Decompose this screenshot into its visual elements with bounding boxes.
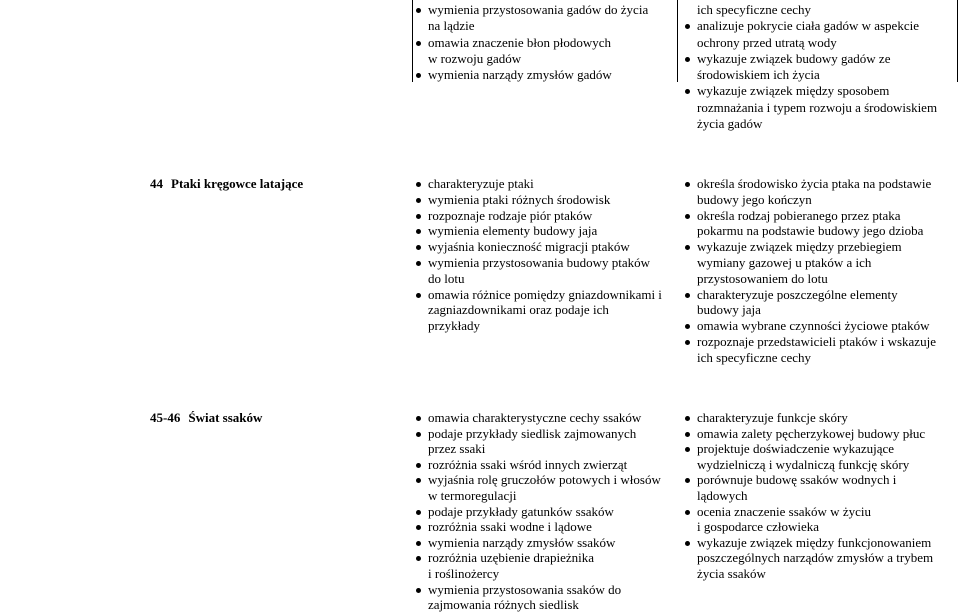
list-item <box>685 18 955 51</box>
list-item-text: określa środowisko życia ptaka na podstawie <box>697 176 932 191</box>
table-border-left-basic <box>412 0 413 82</box>
extended-requirements-cell <box>685 410 955 582</box>
list-item-text: charakteryzuje ptaki <box>428 176 534 191</box>
bullet-icon <box>685 340 690 345</box>
bullet-icon <box>416 8 421 13</box>
list-item-text: budowy jego kończyn <box>697 191 812 207</box>
lesson-number: 44 <box>150 176 163 191</box>
list-item <box>685 472 955 503</box>
bullet-icon <box>685 89 690 94</box>
list-item-text: rozpoznaje przedstawicieli ptaków i wskazuje <box>697 333 936 349</box>
bullet-icon <box>685 324 690 329</box>
list-item-text: wymienia narządy zmysłów gadów <box>428 67 612 83</box>
list-item-text: ich specyficzne cechy <box>697 2 812 17</box>
bullet-icon <box>416 556 421 561</box>
list-item <box>416 208 671 224</box>
list-item-text: podaje przykłady siedlisk zajmowanych <box>428 425 637 441</box>
list-item-text: zajmowania różnych siedlisk <box>428 597 579 613</box>
list-item-text: wykazuje związek między przebiegiem <box>697 239 902 255</box>
list-item <box>416 472 671 503</box>
list-item-text: omawia różnice pomiędzy gniazdownikami i <box>428 286 662 302</box>
list-item <box>416 426 671 457</box>
list-item <box>685 239 955 286</box>
bullet-icon <box>416 198 421 203</box>
table-border-right <box>957 0 958 82</box>
list-item-text: i gospodarce człowieka <box>697 519 820 535</box>
list-item <box>416 410 671 426</box>
bullet-icon <box>416 73 421 78</box>
list-item <box>685 441 955 472</box>
extended-requirements-cell <box>685 2 955 132</box>
bullet-icon <box>685 432 690 437</box>
list-item-text: rozróżnia ssaki wśród innych zwierząt <box>428 456 628 472</box>
basic-requirements-cell <box>416 2 671 83</box>
list-item <box>416 223 671 239</box>
list-item-text: życia gadów <box>697 116 763 132</box>
list-item-text: wykazuje związek budowy gadów ze <box>697 50 891 66</box>
list-item <box>685 176 955 208</box>
bullet-icon <box>685 478 690 483</box>
list-item <box>416 255 671 287</box>
list-item-text: pokarmu na podstawie budowy jego dzioba <box>697 223 924 239</box>
list-item-text: zagniazdownikami oraz podaje ich <box>428 302 609 318</box>
bullet-icon <box>685 416 690 421</box>
list-item-text: charakteryzuje poszczególne elementy <box>697 286 898 302</box>
list-item <box>685 334 955 366</box>
list-item <box>416 504 671 520</box>
bullet-icon <box>685 57 690 62</box>
list-item <box>416 535 671 551</box>
list-item <box>416 239 671 255</box>
bullet-icon <box>416 432 421 437</box>
bullet-icon <box>416 463 421 468</box>
lesson-heading <box>150 410 262 426</box>
list-item <box>416 67 671 83</box>
list-item <box>685 535 955 582</box>
list-item-text: wymienia przystosowania gadów do życia <box>428 2 649 17</box>
list-item-text: przystosowaniem do lotu <box>697 270 828 286</box>
list-item-text: podaje przykłady gatunków ssaków <box>428 503 614 519</box>
list-item-text: analizuje pokrycie ciała gadów w aspekcie <box>697 18 919 34</box>
lesson-title: Świat ssaków <box>188 410 263 425</box>
bullet-icon <box>416 510 421 515</box>
list-item-text: wymiany gazowej u ptaków a ich <box>697 254 872 270</box>
list-item-text: projektuje doświadczenie wykazujące <box>697 441 895 457</box>
bullet-icon <box>416 588 421 593</box>
list-item-text: i roślinożercy <box>428 565 500 581</box>
bullet-icon <box>416 41 421 46</box>
list-item <box>685 426 955 442</box>
list-item-text: omawia charakterystyczne cechy ssaków <box>428 410 642 425</box>
list-item <box>416 519 671 535</box>
list-item-text: przykłady <box>428 318 480 334</box>
list-item <box>416 582 671 613</box>
list-item-text: budowy jaja <box>697 302 761 318</box>
list-item-text: ich specyficzne cechy <box>697 349 812 365</box>
list-item-text: środowiskiem ich życia <box>697 67 820 83</box>
list-item-text: lądowych <box>697 487 748 503</box>
list-item <box>685 410 955 426</box>
list-item-text: omawia wybrane czynności życiowe ptaków <box>697 318 930 334</box>
list-item-text: ocenia znaczenie ssaków w życiu <box>697 503 871 519</box>
list-item <box>685 208 955 240</box>
lesson-title: Ptaki kręgowce latające <box>171 176 304 191</box>
list-item-text: życia ssaków <box>697 565 766 581</box>
bullet-icon <box>416 229 421 234</box>
bullet-icon <box>685 245 690 250</box>
list-item-text: w rozwoju gadów <box>428 50 522 66</box>
list-item <box>685 504 955 535</box>
list-item-text: wymienia narządy zmysłów ssaków <box>428 534 616 550</box>
list-item-text: w termoregulacji <box>428 487 517 503</box>
list-item-text: wymienia ptaki różnych środowisk <box>428 191 611 207</box>
list-item <box>416 176 671 192</box>
bullet-icon <box>685 510 690 515</box>
lesson-heading <box>150 176 303 192</box>
list-item <box>416 192 671 208</box>
list-item-text: omawia zalety pęcherzykowej budowy płuc <box>697 425 926 441</box>
list-item-text: do lotu <box>428 270 465 286</box>
list-item-text: wydzielniczą i wydalniczą funkcję skóry <box>697 456 910 472</box>
list-item <box>416 2 671 35</box>
bullet-icon <box>416 541 421 546</box>
bullet-icon <box>685 541 690 546</box>
list-item-text: rozmnażania i typem rozwoju a środowiskiem <box>697 99 938 115</box>
list-item-text: charakteryzuje funkcje skóry <box>697 410 848 425</box>
bullet-icon <box>416 478 421 483</box>
list-item-text: omawia znaczenie błon płodowych <box>428 34 612 50</box>
bullet-icon <box>416 293 421 298</box>
bullet-icon <box>416 214 421 219</box>
list-item-text: rozróżnia ssaki wodne i lądowe <box>428 519 592 535</box>
list-item <box>416 35 671 68</box>
bullet-icon <box>416 416 421 421</box>
list-item-text: wymienia przystosowania ssaków do <box>428 581 622 597</box>
list-item <box>685 83 955 132</box>
list-item <box>685 51 955 84</box>
bullet-icon <box>416 245 421 250</box>
list-item <box>685 2 955 18</box>
bullet-icon <box>416 182 421 187</box>
list-item-text: wyjaśnia konieczność migracji ptaków <box>428 239 630 255</box>
list-item-text: ochrony przed utratą wody <box>697 34 837 50</box>
list-item-text: wymienia elementy budowy jaja <box>428 223 598 239</box>
list-item-text: przez ssaki <box>428 441 486 457</box>
list-item-text: porównuje budowę ssaków wodnych i <box>697 472 897 488</box>
list-item-text: wymienia przystosowania budowy ptaków <box>428 254 651 270</box>
bullet-icon <box>416 261 421 266</box>
list-item-text: rozróżnia uzębienie drapieżnika <box>428 550 595 566</box>
list-item-text: wykazuje związek między sposobem <box>697 83 890 99</box>
table-border-left-extended <box>677 0 678 82</box>
list-item <box>416 457 671 473</box>
list-item-text: określa rodzaj pobieranego przez ptaka <box>697 207 901 223</box>
bullet-icon <box>685 447 690 452</box>
list-item <box>685 287 955 319</box>
bullet-icon <box>685 182 690 187</box>
bullet-icon <box>685 24 690 29</box>
list-item-text: rozpoznaje rodzaje piór ptaków <box>428 207 593 223</box>
bullet-icon <box>416 525 421 530</box>
list-item <box>685 318 955 334</box>
bullet-icon <box>685 293 690 298</box>
list-item <box>416 287 671 334</box>
list-item-text: wykazuje związek między funkcjonowaniem <box>697 534 932 550</box>
list-item <box>416 550 671 581</box>
list-item-text: wyjaśnia rolę gruczołów potowych i włosów <box>428 472 661 488</box>
extended-requirements-cell <box>685 176 955 366</box>
bullet-icon <box>685 214 690 219</box>
basic-requirements-cell <box>416 176 671 334</box>
list-item-text: na lądzie <box>428 18 475 34</box>
basic-requirements-cell <box>416 410 671 613</box>
list-item-text: poszczególnych narządów zmysłów a trybem <box>697 550 934 566</box>
lesson-number: 45-46 <box>150 410 181 425</box>
